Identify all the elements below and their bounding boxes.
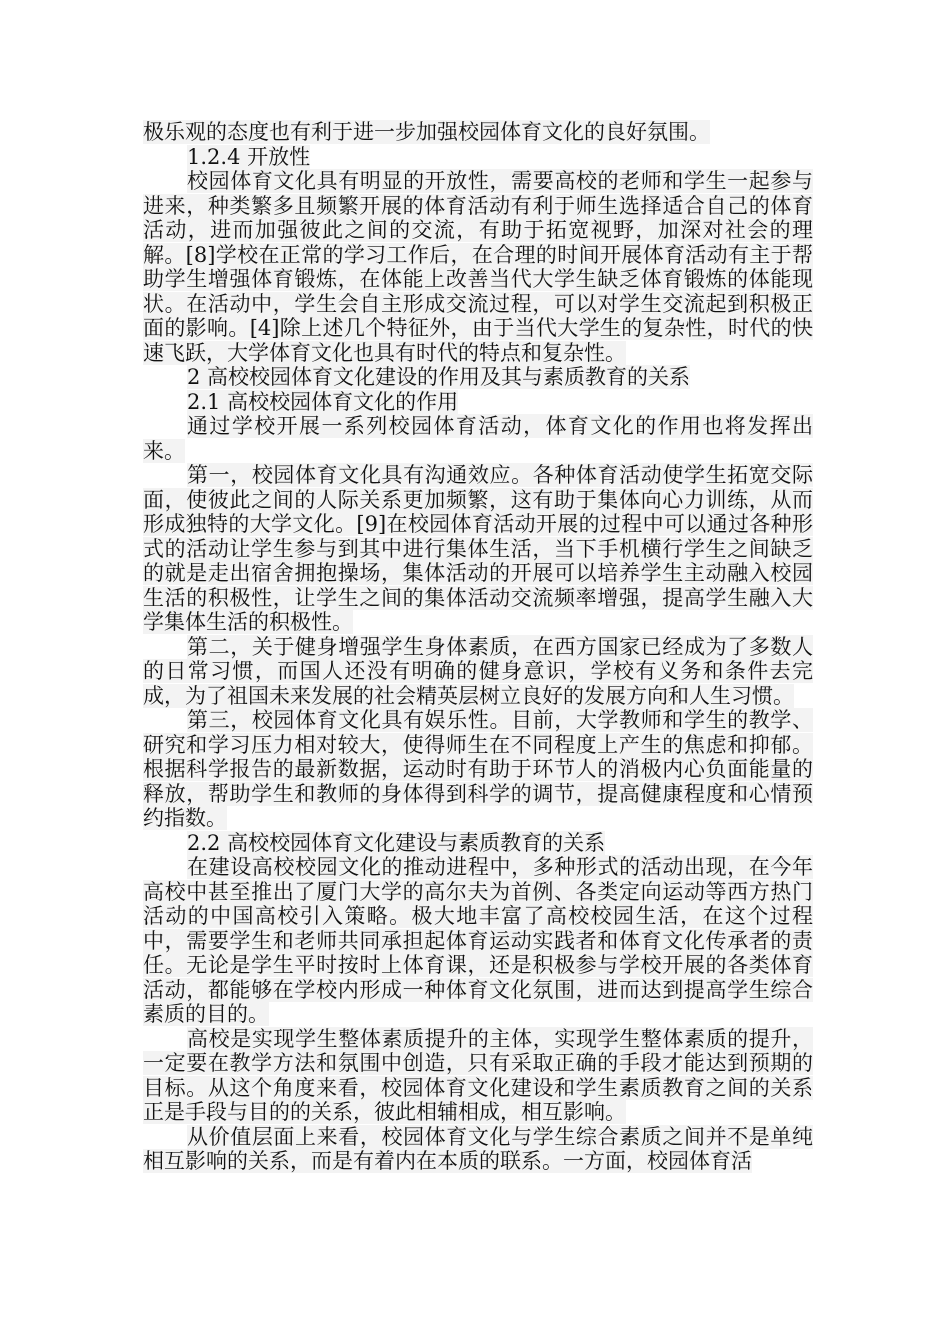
heading-text: 2.1 高校校园体育文化的作用 — [187, 389, 459, 414]
body-paragraph — [143, 1027, 813, 1125]
paragraph-text: 从价值层面上来看，校园体育文化与学生综合素质之间并不是单纯相互影响的关系，而是有着内在本质的联系。一方面，校园体育活 — [143, 1124, 813, 1173]
section-heading — [143, 145, 813, 170]
heading-text: 2.2 高校校园体育文化建设与素质教育的关系 — [187, 830, 606, 855]
heading-text: 2 高校校园体育文化建设的作用及其与素质教育的关系 — [187, 365, 691, 389]
paragraph-text: 校园体育文化具有明显的开放性，需要高校的老师和学生一起参与进来，种类繁多且频繁开展的体育活动有利于师生选择适合自己的体育活动，进而加强彼此之间的交流，有助于拓宽视野，加深对社会的理解。[8]学校在正常的学习工作后，在合理的时间开展体育活动有主于帮助学生增强体育锻炼，在体能上改善当代大学生缺乏体育锻炼的体能现状。在活动中，学生会自主形成交流过程，可以对学生交流起到积极正面的影响。[4]除上述几个特征外，由于当代大学生的复杂性，时代的快速飞跃，大学体育文化也具有时代的特点和复杂性。 — [143, 169, 813, 365]
document-page — [143, 120, 813, 1174]
paragraph-text: 第二，关于健身增强学生身体素质，在西方国家已经成为了多数人的日常习惯，而国人还没有明确的健身意识，学校有义务和条件去完成，为了祖国未来发展的社会精英层树立良好的发展方向和人生习惯。 — [143, 634, 813, 708]
body-paragraph — [143, 855, 813, 1027]
section-heading — [143, 365, 813, 390]
body-paragraph — [143, 169, 813, 365]
section-heading — [143, 831, 813, 856]
paragraph-text: 高校是实现学生整体素质提升的主体，实现学生整体素质的提升，一定要在教学方法和氛围中创造，只有采取正确的手段才能达到预期的目标。从这个角度来看，校园体育文化建设和学生素质教育之间的关系正是手段与目的的关系，彼此相辅相成，相互影响。 — [143, 1026, 813, 1124]
heading-text: 1.2.4 开放性 — [187, 144, 311, 169]
body-paragraph — [143, 463, 813, 635]
paragraph-text: 第三，校园体育文化具有娱乐性。目前，大学教师和学生的教学、研究和学习压力相对较大，使得师生在不同程度上产生的焦虑和抑郁。根据科学报告的最新数据，运动时有助于环节人的消极内心负面能量的释放，帮助学生和教师的身体得到科学的调节，提高健康程度和心情预约指数。 — [143, 708, 813, 830]
body-paragraph — [143, 708, 813, 831]
paragraph-text: 通过学校开展一系列校园体育活动，体育文化的作用也将发挥出来。 — [143, 414, 813, 463]
body-paragraph — [143, 1125, 813, 1174]
paragraph-text: 第一，校园体育文化具有沟通效应。各种体育活动使学生拓宽交际面，使彼此之间的人际关系更加频繁，这有助于集体向心力训练，从而形成独特的大学文化。[9]在校园体育活动开展的过程中可以通过各种形式的活动让学生参与到其中进行集体生活，当下手机横行学生之间缺乏的就是走出宿舍拥抱操场，集体活动的开展可以培养学生主动融入校园生活的积极性，让学生之间的集体活动交流频率增强，提高学生融入大学集体生活的积极性。 — [143, 463, 813, 634]
section-heading — [143, 390, 813, 415]
body-paragraph — [143, 635, 813, 709]
paragraph-text: 极乐观的态度也有利于进一步加强校园体育文化的良好氛围。 — [143, 120, 710, 144]
body-paragraph — [143, 414, 813, 463]
paragraph-text: 在建设高校校园文化的推动进程中，多种形式的活动出现，在今年高校中甚至推出了厦门大学的高尔夫为首例、各类定向运动等西方热门活动的中国高校引入策略。极大地丰富了高校校园生活，在这个过程中，需要学生和老师共同承担起体育运动实践者和体育文化传承者的责任。无论是学生平时按时上体育课，还是积极参与学校开展的各类体育活动，都能够在学校内形成一种体育文化氛围，进而达到提高学生综合素质的目的。 — [143, 855, 813, 1026]
body-paragraph — [143, 120, 813, 145]
